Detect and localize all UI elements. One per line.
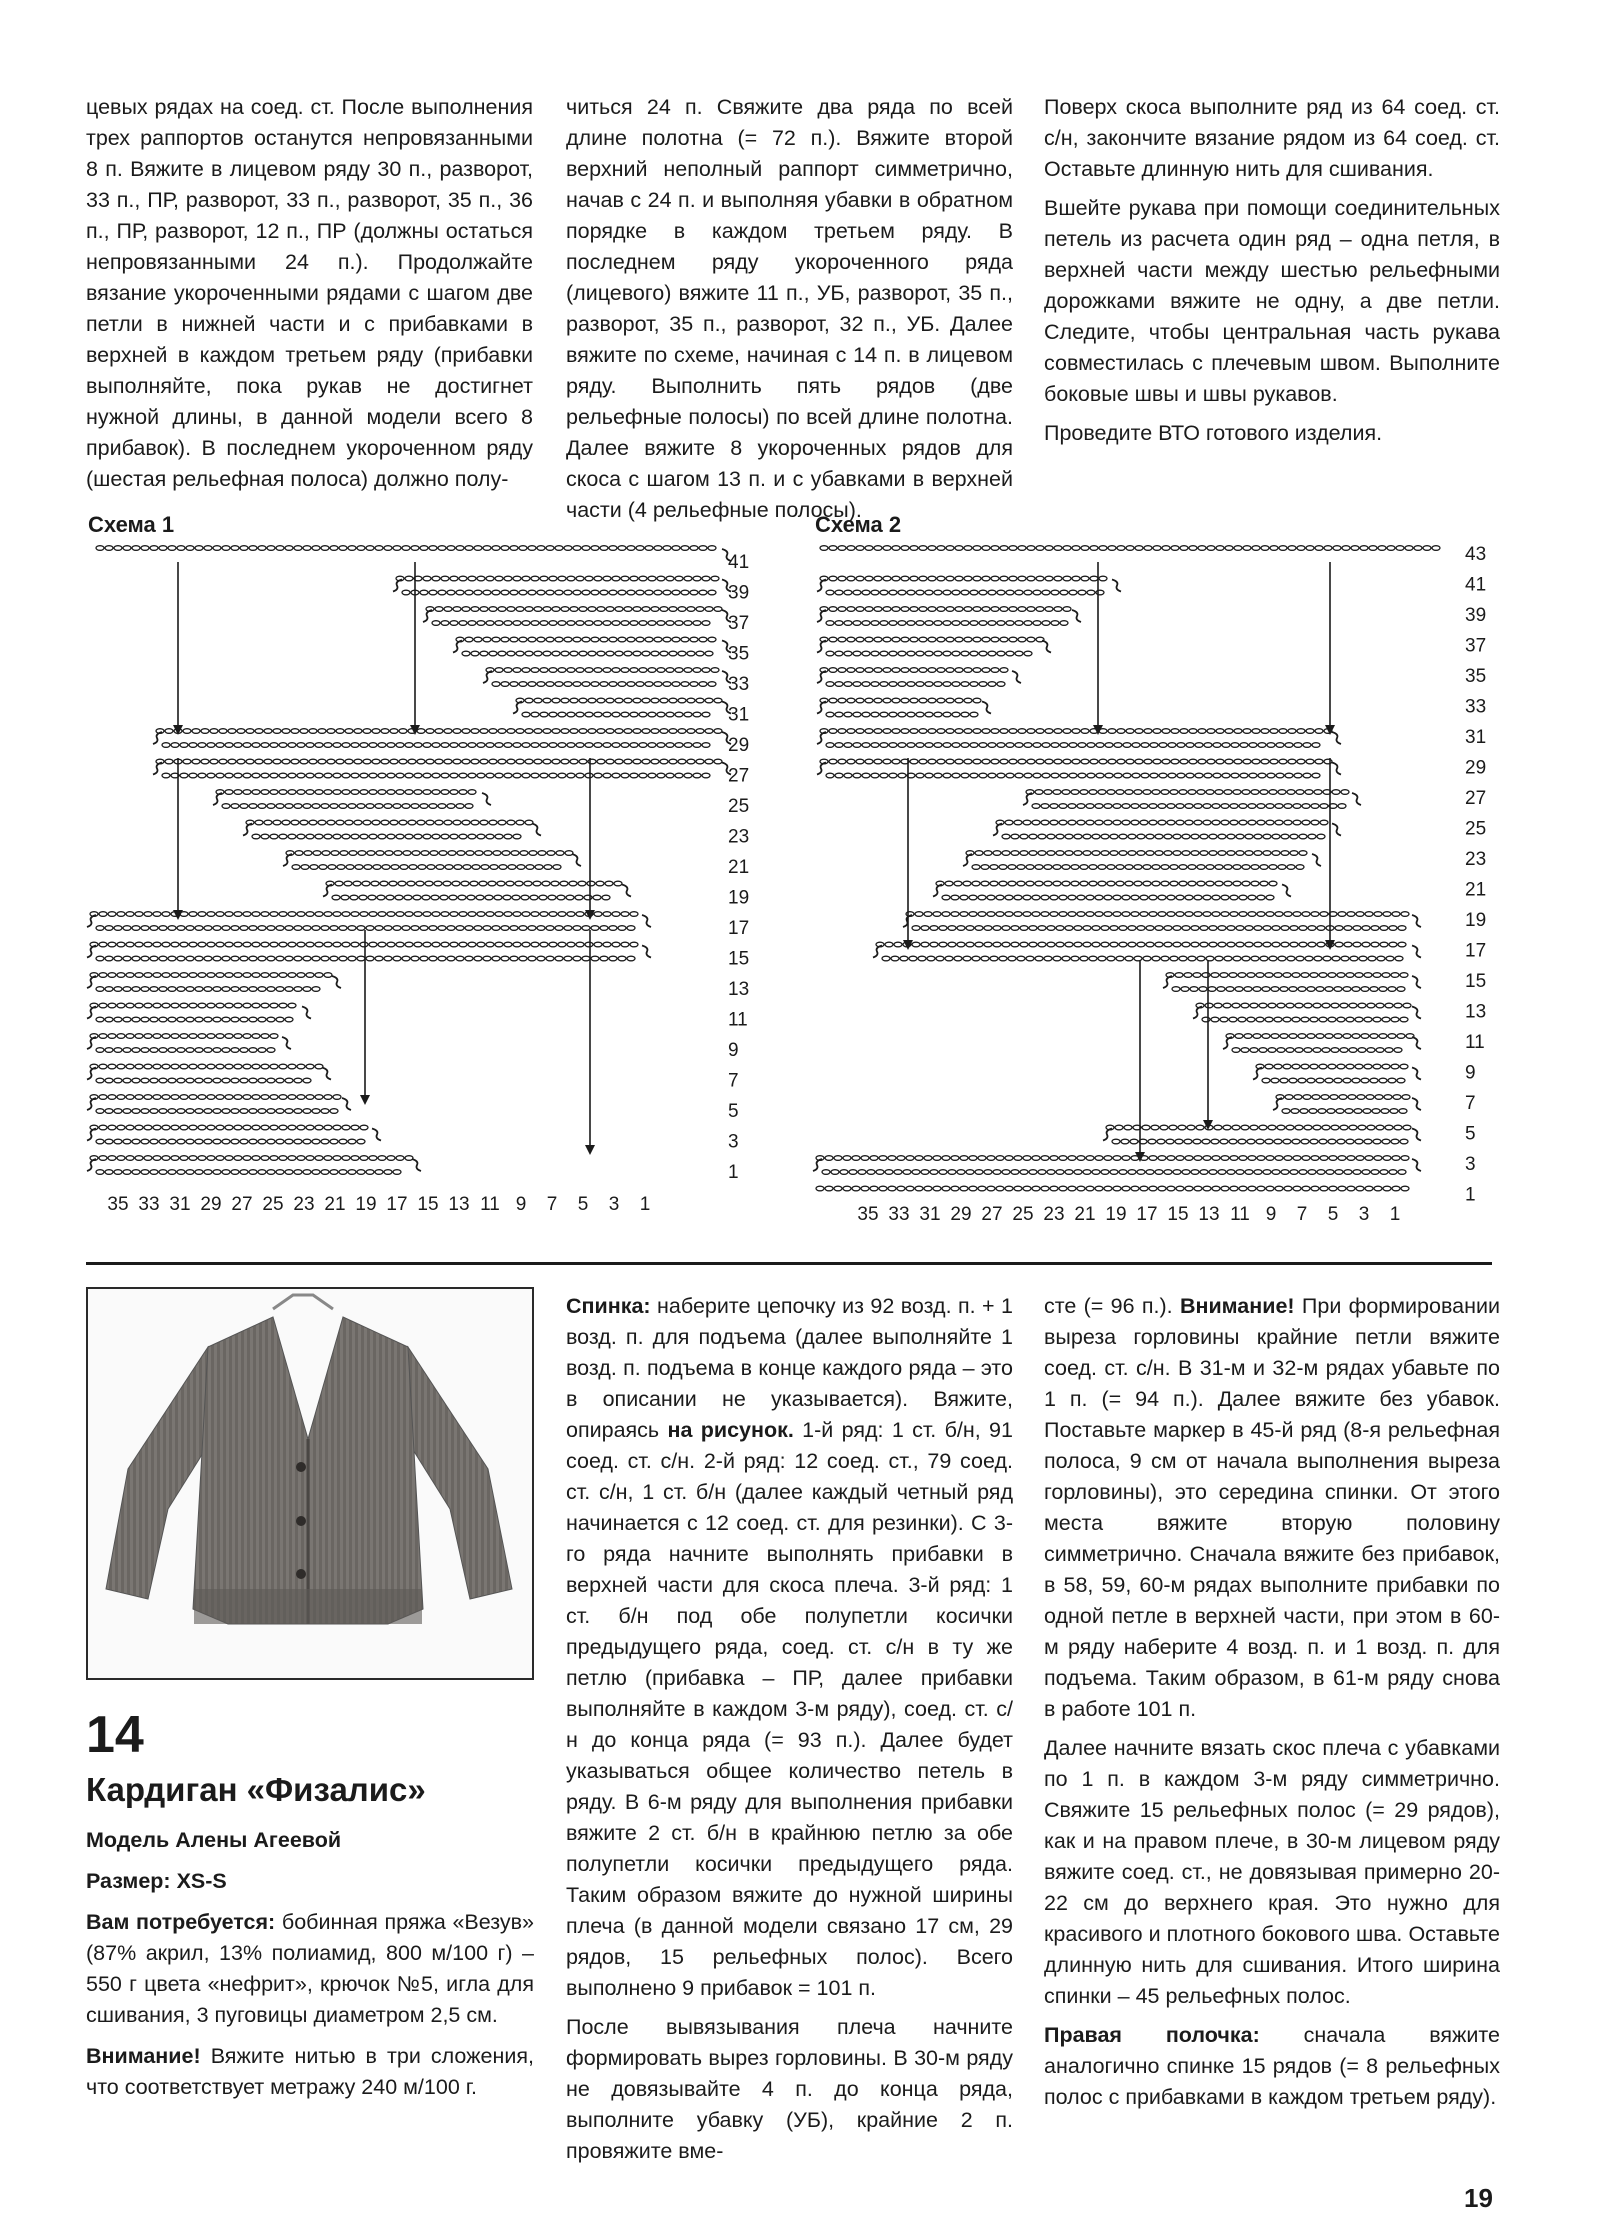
materials-needed bbox=[86, 1907, 534, 2031]
scheme-2-col-label: 1 bbox=[1389, 1204, 1401, 1225]
top-column-3-para-3: Проведите ВТО готового изделия. bbox=[1044, 421, 1383, 445]
scheme-2-row-label: 37 bbox=[1465, 635, 1487, 657]
scheme-1-row-11-return bbox=[96, 1017, 293, 1022]
scheme-1-row-label: 33 bbox=[728, 674, 750, 695]
pattern-title: Кардиган «Физалис» bbox=[86, 1771, 426, 1808]
pattern-info-column bbox=[86, 1825, 534, 2113]
turn-right-mark bbox=[642, 946, 651, 958]
scheme-1-row-21-return bbox=[292, 865, 561, 870]
scheme-1-row-label: 9 bbox=[728, 1040, 739, 1061]
scheme-1-row-25-return bbox=[222, 804, 473, 809]
turn-right-mark bbox=[302, 1007, 311, 1019]
page-number: 19 bbox=[1464, 2183, 1493, 2213]
scheme-1-row-label: 39 bbox=[728, 582, 750, 604]
turn-right-mark bbox=[342, 1098, 351, 1110]
scheme-1-col-label: 11 bbox=[480, 1194, 500, 1215]
turn-right-mark bbox=[1412, 976, 1421, 988]
scheme-1-row-label: 7 bbox=[728, 1070, 739, 1092]
scheme-2-row-label: 5 bbox=[1465, 1123, 1476, 1145]
scheme-1-row-label: 35 bbox=[728, 643, 750, 665]
scheme-1-col-label: 19 bbox=[355, 1194, 377, 1215]
arrowhead bbox=[585, 1145, 595, 1155]
scheme-1-title: Схема 1 bbox=[88, 512, 175, 537]
arrowhead bbox=[173, 910, 183, 920]
back-instructions-para-1: Спинка: наберите цепочку из 92 возд. п. + 1 возд. п. для подъема (далее выполняйте 1 возд. п. подъема в конце каждого ряда – это в описании не указывается). Вяжите, опираясь на рисунок. 1-й ряд: 1 ст. б/н, 91 соед. ст. с/н. 2-й ряд: 12 соед. ст., 79 соед. ст. с/н, 1 ст. б/н (далее каждый четный ряд начинается с 12 соед. ст. для резинки). С 3-го ряда начните выполнять прибавки в верхней части для скоса плеча. 3-й ряд: 1 ст. б/н под обе полупетли косички предыдущего ряда, соед. ст. с/н в ту же петлю (прибавка – ПР, далее прибавки выполняйте в каждом 3-м ряду), соед. ст. с/н до конца ряда (= 93 п.). Далее будет указываться общее количество петель в ряду. В 6-м ряду для выполнения прибавки вяжите 2 ст. б/н в крайнюю петлю за обе полупетли косички предыдущего ряда. Таким образом вяжите до нужной ширины плеча (в данной модели связано 17 см, 29 рядов, 15 рельефных полос). Всего выполнено 9 прибавок = 101 п. bbox=[566, 1294, 1013, 2000]
turn-right-mark bbox=[1412, 1098, 1421, 1110]
turn-right-mark bbox=[1412, 1007, 1421, 1019]
scheme-2-row-33 bbox=[820, 698, 981, 703]
scheme-2-row-27-return bbox=[1032, 804, 1346, 809]
turn-right-mark bbox=[322, 1068, 331, 1080]
scheme-1-col-label: 21 bbox=[324, 1194, 346, 1215]
scheme-1-col-label: 13 bbox=[448, 1194, 470, 1215]
scheme-1-row-3 bbox=[90, 1125, 368, 1130]
scheme-1-col-label: 31 bbox=[169, 1194, 191, 1215]
scheme-1-row-27-return bbox=[162, 773, 710, 778]
top-column-2-text: читься 24 п. Свяжите два ряда по всей длине полотна (= 72 п.). Вяжите второй верхний неполный раппорт симметрично, начав с 24 п. и выполняя убавки в обратном порядке в каждом третьем ряду. В последнем ряду укороченного ряда (лицевого) вяжите 11 п., УБ, разворот, 35 п., разворот, 35 п., разворот, 32 п., УБ. Далее вяжите по схеме, начиная с 14 п. в лицевом ряду. Выполнить пять рядов (две рельефные полосы) по всей длине полотна. Далее вяжите 8 укороченных рядов для скоса с шагом 13 п. и с убавками в верхней части (4 рельефные полосы). bbox=[566, 95, 1013, 522]
scheme-1-row-label: 31 bbox=[728, 704, 750, 726]
scheme-1-row-label: 3 bbox=[728, 1131, 739, 1153]
scheme-2-diagram bbox=[810, 530, 1500, 1230]
scheme-2-row-label: 29 bbox=[1465, 757, 1487, 779]
scheme-1-col-label: 5 bbox=[577, 1194, 589, 1215]
scheme-1-row-35-return bbox=[462, 651, 713, 656]
turn-right-mark bbox=[1352, 793, 1361, 805]
scheme-2-row-23 bbox=[966, 851, 1307, 856]
scheme-2-title: Схема 2 bbox=[815, 512, 902, 537]
scheme-1-row-17-return bbox=[96, 926, 635, 931]
scheme-1-row-35 bbox=[456, 637, 716, 642]
scheme-2-row-35-return bbox=[826, 682, 1005, 687]
top-column-3-para-1: Поверх скоса выполните ряд из 64 соед. ст. с/н, закончите вязание рядом из 64 соед. ст. Оставьте длинную нить для сшивания. bbox=[1044, 95, 1500, 181]
scheme-1-row-label: 17 bbox=[728, 918, 750, 939]
turn-right-mark bbox=[1282, 885, 1291, 897]
scheme-2-row-3 bbox=[816, 1156, 1409, 1161]
scheme-2-col-label: 23 bbox=[1043, 1204, 1065, 1225]
scheme-2-row-17-return bbox=[882, 956, 1403, 961]
scheme-1-row-13 bbox=[90, 973, 332, 978]
scheme-2-row-21-return bbox=[942, 895, 1274, 900]
scheme-1-col-label: 17 bbox=[386, 1194, 408, 1215]
scheme-2-row-19-return bbox=[912, 926, 1406, 931]
turn-right-mark bbox=[1112, 580, 1121, 592]
turn-right-mark bbox=[282, 1037, 291, 1049]
turn-right-mark bbox=[982, 702, 991, 714]
model-author: Модель Алены Агеевой bbox=[86, 1828, 342, 1852]
turn-right-mark bbox=[642, 915, 651, 927]
scheme-2-row-label: 39 bbox=[1465, 605, 1487, 626]
scheme-1-row-label: 25 bbox=[728, 796, 750, 817]
materials-text: бобинная пряжа «Везув» (87% акрил, 13% полиамид, 800 м/100 г) – 550 г цвета «нефрит», крючок №5, игла для сшивания, 3 пуговицы диаметром 2,5 см. bbox=[86, 1910, 534, 2027]
scheme-2-row-19 bbox=[906, 912, 1409, 917]
scheme-1-col-label: 35 bbox=[107, 1194, 129, 1215]
scheme-2-row-27 bbox=[1026, 790, 1349, 795]
scheme-1-row-17 bbox=[90, 912, 638, 917]
scheme-1-col-label: 23 bbox=[293, 1194, 315, 1215]
turn-right-mark bbox=[1332, 763, 1341, 775]
scheme-1-row-3-return bbox=[96, 1139, 365, 1144]
scheme-2-row-label: 43 bbox=[1465, 544, 1487, 565]
scheme-2-row-43 bbox=[820, 546, 1440, 551]
scheme-2-col-label: 3 bbox=[1358, 1204, 1370, 1225]
attention-note bbox=[86, 2041, 534, 2103]
scheme-1-row-label: 15 bbox=[728, 948, 750, 970]
turn-right-mark bbox=[1412, 946, 1421, 958]
attention-label: Внимание! bbox=[86, 2044, 201, 2068]
pattern-number: 14 bbox=[86, 1706, 144, 1764]
scheme-2-row-label: 33 bbox=[1465, 696, 1487, 718]
scheme-2-col-label: 11 bbox=[1230, 1204, 1250, 1225]
scheme-1-row-39-return bbox=[402, 590, 716, 595]
scheme-1-row-label: 21 bbox=[728, 857, 750, 878]
scheme-2-row-15 bbox=[1166, 973, 1408, 978]
scheme-1-row-9-return bbox=[96, 1048, 275, 1053]
scheme-1-row-label: 13 bbox=[728, 979, 750, 1000]
scheme-2-row-21 bbox=[936, 881, 1277, 886]
scheme-2-row-25-return bbox=[1002, 834, 1325, 839]
section-divider bbox=[86, 1262, 1492, 1265]
turn-right-mark bbox=[482, 793, 491, 805]
back-instructions-column bbox=[566, 1291, 1013, 2175]
scheme-1-row-41 bbox=[96, 546, 716, 551]
scheme-2-col-label: 17 bbox=[1136, 1204, 1158, 1225]
scheme-2-row-39 bbox=[820, 607, 1071, 612]
scheme-1-row-11 bbox=[90, 1003, 296, 1008]
scheme-1-row-7-return bbox=[96, 1078, 311, 1083]
scheme-1-row-label: 1 bbox=[728, 1162, 739, 1183]
scheme-2-row-label: 25 bbox=[1465, 818, 1487, 840]
scheme-1-row-37-return bbox=[432, 621, 710, 626]
scheme-1-row-29 bbox=[156, 729, 722, 734]
scheme-2-row-39-return bbox=[826, 621, 1068, 626]
scheme-1-col-label: 27 bbox=[231, 1194, 253, 1215]
turn-right-mark bbox=[332, 976, 341, 988]
scheme-2-col-label: 9 bbox=[1265, 1204, 1277, 1225]
scheme-2-col-label: 5 bbox=[1327, 1204, 1339, 1225]
turn-right-mark bbox=[1332, 732, 1341, 744]
scheme-1-row-label: 41 bbox=[728, 552, 750, 573]
right-front-instructions: Правая полочка: сначала вяжите аналогично спинке 15 рядов (= 8 рельефных полос с прибавками в каждом третьем ряду). bbox=[1044, 2023, 1500, 2109]
scheme-1-row-37 bbox=[426, 607, 722, 612]
scheme-2-row-7 bbox=[1276, 1095, 1410, 1100]
top-column-1-text: цевых рядах на соед. ст. После выполнения трех раппортов останутся непровязанными 8 п. Вяжите в лицевом ряду 30 п., разворот, 33 п., ПР, разворот, 33 п., разворот, 35 п., 36 п., ПР, разворот, 12 п., ПР (должны остаться непровязанными 24 п.). Продолжайте вязание укороченными рядами с шагом две петли в нижней части и с прибавками в верхней в каждом третьем ряду (прибавки выполняйте, пока рукав не достигнет нужной длины, в данной модели всего 8 прибавок). В последнем укороченном ряду (шестая рельефная полоса) должно полу- bbox=[86, 95, 533, 491]
scheme-1-col-label: 33 bbox=[138, 1194, 160, 1215]
pattern-size bbox=[86, 1866, 534, 1897]
scheme-1-row-label: 23 bbox=[728, 826, 750, 848]
scheme-1-col-label: 7 bbox=[546, 1194, 558, 1215]
back-continued-para-2: Далее начните вязать скос плеча с убавками по 1 п. в каждом 3-м ряду симметрично. Свяжите 15 рельефных полос (= 29 рядов), как и на правом плече, в 30-м лицевом ряду вяжите соед. ст., не довязывая примерно 20-22 см до верхнего края. Это нужно для красивого и плотного бокового шва. Оставьте длинную нить для сшивания. Итого ширина спинки – 45 рельефных полос. bbox=[1044, 1736, 1500, 2008]
scheme-2-row-13 bbox=[1196, 1003, 1411, 1008]
top-column-3 bbox=[1044, 92, 1500, 457]
turn-right-mark bbox=[1412, 915, 1421, 927]
scheme-1-row-21 bbox=[286, 851, 573, 856]
scheme-2-row-label: 19 bbox=[1465, 910, 1487, 931]
turn-right-mark bbox=[1412, 1159, 1421, 1171]
turn-right-mark bbox=[572, 854, 581, 866]
scheme-2-col-label: 7 bbox=[1296, 1204, 1308, 1225]
turn-right-mark bbox=[1312, 854, 1321, 866]
scheme-1-row-33-return bbox=[492, 682, 716, 687]
turn-right-mark bbox=[1072, 610, 1081, 622]
scheme-1-row-31 bbox=[516, 698, 722, 703]
scheme-2-col-label: 13 bbox=[1198, 1204, 1220, 1225]
turn-right-mark bbox=[1412, 1068, 1421, 1080]
materials-label: Вам потребуется: bbox=[86, 1910, 276, 1934]
scheme-2-row-23-return bbox=[972, 865, 1304, 870]
scheme-2-row-11 bbox=[1226, 1034, 1414, 1039]
scheme-2-row-1 bbox=[816, 1186, 1409, 1191]
scheme-2-row-31 bbox=[820, 729, 1332, 734]
scheme-2-row-label: 31 bbox=[1465, 727, 1487, 748]
scheme-2-row-label: 7 bbox=[1465, 1093, 1476, 1114]
scheme-1-col-label: 9 bbox=[515, 1194, 527, 1215]
turn-right-mark bbox=[1012, 671, 1021, 683]
scheme-1-row-31-return bbox=[522, 712, 710, 717]
scheme-1-col-label: 3 bbox=[608, 1194, 620, 1215]
cardigan-photo bbox=[86, 1287, 534, 1680]
scheme-2-row-35 bbox=[820, 668, 1008, 673]
attention-text: Вяжите нитью в три сложения, что соответствует метражу 240 м/100 г. bbox=[86, 2044, 534, 2099]
scheme-1-row-23-return bbox=[252, 834, 521, 839]
scheme-2-row-label: 27 bbox=[1465, 788, 1487, 809]
right-front-label: Правая полочка: bbox=[1044, 2023, 1260, 2047]
scheme-1-row-15 bbox=[90, 942, 638, 947]
turn-right-mark bbox=[532, 824, 541, 836]
scheme-2-row-label: 23 bbox=[1465, 849, 1487, 870]
scheme-1-col-label: 29 bbox=[200, 1194, 222, 1215]
scheme-1-row-39 bbox=[396, 576, 719, 581]
scheme-2-col-label: 31 bbox=[919, 1204, 941, 1225]
scheme-2-row-7-return bbox=[1282, 1109, 1407, 1114]
scheme-2-row-33-return bbox=[826, 712, 978, 717]
turn-right-mark bbox=[412, 1159, 421, 1171]
scheme-2-row-41 bbox=[820, 576, 1107, 581]
scheme-2-col-label: 15 bbox=[1167, 1204, 1189, 1225]
scheme-2-row-31-return bbox=[826, 743, 1320, 748]
scheme-1-diagram bbox=[80, 530, 780, 1220]
scheme-2-row-41-return bbox=[826, 590, 1104, 595]
scheme-2-row-label: 21 bbox=[1465, 879, 1487, 901]
scheme-1-row-1 bbox=[90, 1156, 413, 1161]
back-label: Спинка: bbox=[566, 1294, 651, 1318]
scheme-2-row-label: 13 bbox=[1465, 1001, 1487, 1023]
scheme-1-col-label: 15 bbox=[417, 1194, 439, 1215]
scheme-1-row-5 bbox=[90, 1095, 341, 1100]
scheme-1-row-33 bbox=[486, 668, 719, 673]
scheme-2-row-5-return bbox=[1112, 1139, 1408, 1144]
scheme-1-row-label: 11 bbox=[728, 1009, 748, 1031]
scheme-2-row-label: 1 bbox=[1465, 1184, 1476, 1206]
scheme-1-row-19 bbox=[326, 881, 622, 886]
scheme-1-row-5-return bbox=[96, 1109, 338, 1114]
scheme-1-row-9 bbox=[90, 1034, 278, 1039]
scheme-1-row-label: 27 bbox=[728, 765, 750, 787]
scheme-2-row-37 bbox=[820, 637, 1044, 642]
size-label: Размер: bbox=[86, 1869, 171, 1893]
turn-right-mark bbox=[1412, 1037, 1421, 1049]
cardigan-illustration bbox=[88, 1289, 532, 1678]
scheme-1-row-7 bbox=[90, 1064, 323, 1069]
scheme-2-row-label: 11 bbox=[1465, 1032, 1485, 1053]
scheme-1-row-13-return bbox=[96, 987, 320, 992]
scheme-2-col-label: 29 bbox=[950, 1204, 972, 1225]
scheme-1-row-1-return bbox=[96, 1170, 401, 1175]
scheme-1-row-27 bbox=[156, 759, 722, 764]
scheme-2-col-label: 33 bbox=[888, 1204, 910, 1225]
scheme-2-col-label: 19 bbox=[1105, 1204, 1127, 1225]
turn-right-mark bbox=[1412, 1129, 1421, 1141]
scheme-2-row-label: 9 bbox=[1465, 1062, 1476, 1084]
scheme-2-row-label: 3 bbox=[1465, 1154, 1476, 1175]
scheme-2-col-label: 35 bbox=[857, 1204, 879, 1225]
scheme-1-row-29-return bbox=[162, 743, 710, 748]
scheme-1-row-label: 29 bbox=[728, 735, 750, 756]
scheme-2-col-label: 25 bbox=[1012, 1204, 1034, 1225]
scheme-1-col-label: 25 bbox=[262, 1194, 284, 1215]
top-column-1 bbox=[86, 92, 533, 503]
scheme-2-row-15-return bbox=[1172, 987, 1405, 992]
scheme-2-row-9 bbox=[1256, 1064, 1408, 1069]
scheme-2-row-29 bbox=[820, 759, 1332, 764]
scheme-1-row-25 bbox=[216, 790, 476, 795]
scheme-1-row-label: 19 bbox=[728, 887, 750, 909]
scheme-2-row-label: 35 bbox=[1465, 666, 1487, 687]
back-continued-para-1: сте (= 96 п.). Внимание! При формировании выреза горловины крайние петли вяжите соед. ст. с/н. В 31-м и 32-м рядах убавьте по 1 п. (= 94 п.). Далее вяжите без убавок. Поставьте маркер в 45-й ряд (8-я рельефная полоса, 9 см от начала выполнения выреза горловины), это середина спинки. От этого места вяжите вторую половину симметрично. Сначала вяжите без прибавок, в 58, 59, 60-м рядах выполните прибавки по одной петле в верхней части, при этом в 60-м ряду наберите 4 возд. п. и 1 возд. п. для подъема. Таким образом, в 61-м ряду снова в работе 101 п. bbox=[1044, 1294, 1500, 1721]
scheme-2-row-9-return bbox=[1262, 1078, 1405, 1083]
scheme-1-row-label: 5 bbox=[728, 1101, 739, 1122]
scheme-2-row-13-return bbox=[1202, 1017, 1408, 1022]
scheme-2-row-label: 15 bbox=[1465, 971, 1487, 992]
scheme-2-row-25 bbox=[996, 820, 1328, 825]
scheme-2-row-11-return bbox=[1232, 1048, 1402, 1053]
scheme-2-row-37-return bbox=[826, 651, 1032, 656]
size-value: XS-S bbox=[176, 1869, 227, 1893]
scheme-2-row-3-return bbox=[822, 1170, 1406, 1175]
turn-right-mark bbox=[372, 1129, 381, 1141]
arrowhead bbox=[360, 1095, 370, 1105]
scheme-2-row-5 bbox=[1106, 1125, 1411, 1130]
top-column-2 bbox=[566, 92, 1013, 534]
back-instructions-para-2: После вывязывания плеча начните формировать вырез горловины. В 30-м ряду не довязывайте 4 п. до конца ряда, выполните убавку (УБ), крайние 2 п. провяжите вме- bbox=[566, 2015, 1013, 2163]
scheme-2-col-label: 21 bbox=[1074, 1204, 1096, 1225]
scheme-2-row-29-return bbox=[826, 773, 1320, 778]
back-continued-column bbox=[1044, 1291, 1500, 2121]
turn-right-mark bbox=[622, 885, 631, 897]
scheme-1-row-23 bbox=[246, 820, 533, 825]
scheme-2-row-label: 41 bbox=[1465, 574, 1487, 596]
scheme-2-col-label: 27 bbox=[981, 1204, 1003, 1225]
scheme-2-row-label: 17 bbox=[1465, 940, 1487, 962]
turn-right-mark bbox=[1042, 641, 1051, 653]
arrowhead bbox=[585, 910, 595, 920]
scheme-1-row-label: 37 bbox=[728, 613, 750, 634]
scheme-1-col-label: 1 bbox=[639, 1194, 651, 1215]
turn-right-mark bbox=[1332, 824, 1341, 836]
top-column-3-para-2: Вшейте рукава при помощи соединительных петель из расчета один ряд – одна петля, в верхней части между шестью рельефными дорожками вяжите не одну, а две петли. Следите, чтобы центральная часть рукава совместилась с плечевым швом. Выполните боковые швы и швы рукавов. bbox=[1044, 196, 1500, 406]
scheme-1-row-19-return bbox=[332, 895, 610, 900]
